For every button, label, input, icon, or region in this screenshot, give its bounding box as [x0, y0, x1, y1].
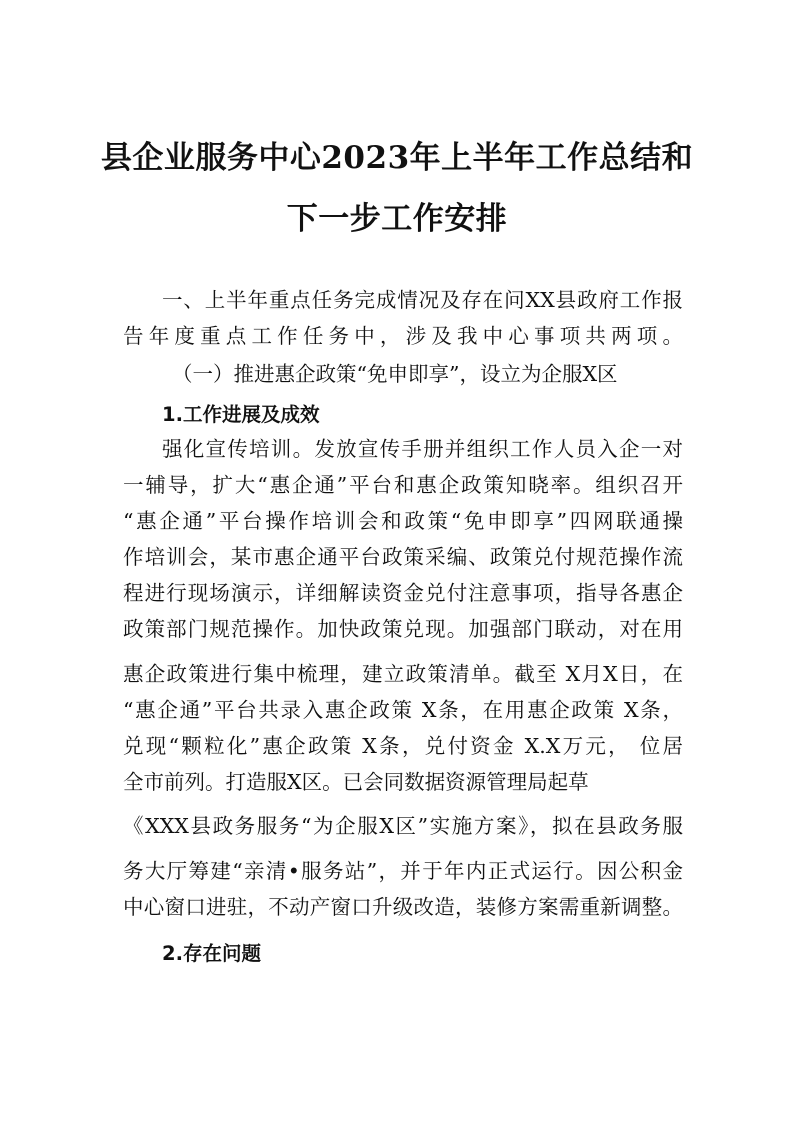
paragraph-2-line-12: 务大厅筹建“亲清•服务站”，并于年内正式运行。因公积金 [123, 859, 683, 883]
section-1-title: （一）推进惠企政策“免申即享”，设立为企服X区 [172, 362, 618, 386]
paragraph-2-line-9: 兑现“颗粒化”惠企政策 X条，兑付资金 X.X万元， 位居 [123, 734, 683, 758]
paragraph-2-line-3: “惠企通”平台操作培训会和政策“免申即享”四网联通操 [123, 509, 683, 533]
paragraph-2-line-6: 政策部门规范操作。加快政策兑现。加强部门联动，对在用 [123, 617, 683, 641]
paragraph-1-line-2: 告年度重点工作任务中，涉及我中心事项共两项。 [123, 324, 683, 348]
paragraph-2-line-2: 一辅导，扩大“惠企通”平台和惠企政策知晓率。组织召开 [123, 473, 683, 497]
heading-work-progress: 1.工作进展及成效 [162, 403, 320, 426]
paragraph-2-line-8: “惠企通”平台共录入惠企政策 X条，在用惠企政策 X条， [123, 698, 683, 722]
paragraph-2-line-11: 《XXX县政务服务“为企服X区”实施方案》，拟在县政务服 [123, 814, 683, 838]
paragraph-2-line-7: 惠企政策进行集中梳理，建立政策清单。截至 X月X日，在 [123, 662, 683, 686]
heading-existing-problems: 2.存在问题 [162, 942, 261, 965]
document-title-line-2: 下一步工作安排 [286, 201, 508, 237]
paragraph-2-line-13: 中心窗口进驻，不动产窗口升级改造，装修方案需重新调整。 [123, 895, 683, 919]
paragraph-2-line-10: 全市前列。打造服X区。已会同数据资源管理局起草 [123, 770, 589, 794]
paragraph-2-line-1: 强化宣传培训。发放宣传手册并组织工作人员入企一对 [162, 437, 683, 461]
document-title-line-1: 县企业服务中心2023年上半年工作总结和 [100, 140, 694, 176]
paragraph-2-line-5: 程进行现场演示，详细解读资金兑付注意事项，指导各惠企 [123, 581, 683, 605]
paragraph-1-line-1: 一、上半年重点任务完成情况及存在问XX县政府工作报 [162, 288, 683, 312]
paragraph-2-line-4: 作培训会，某市惠企通平台政策采编、政策兑付规范操作流 [123, 545, 683, 569]
